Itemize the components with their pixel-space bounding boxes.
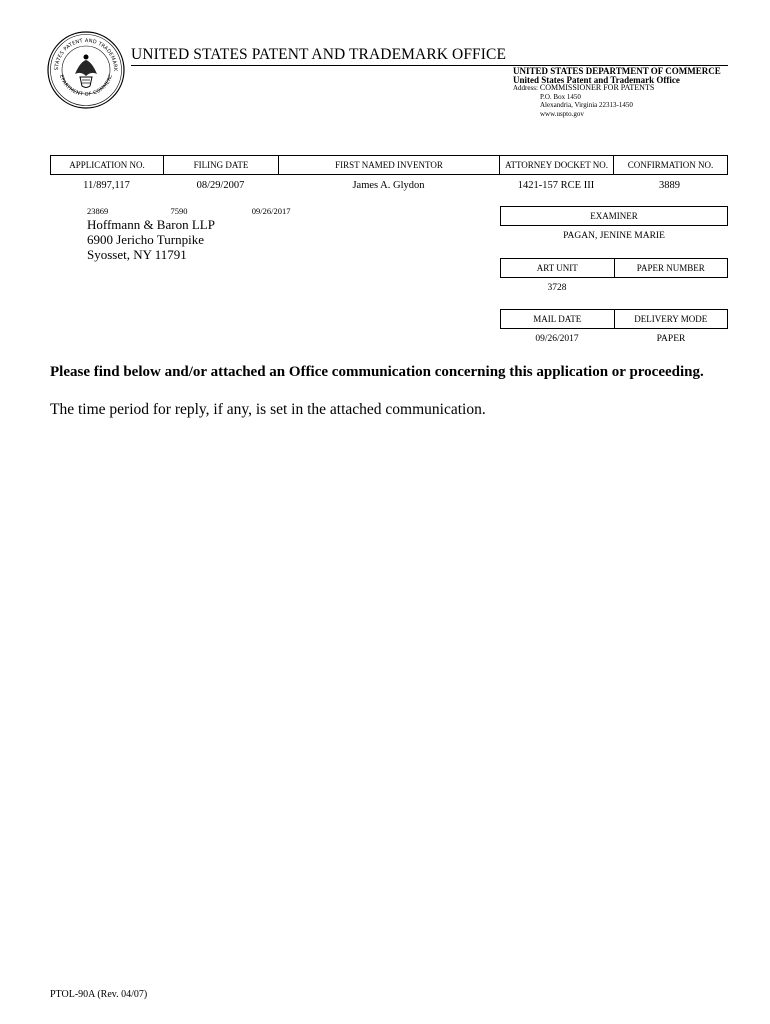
- first-named-inventor-header: FIRST NAMED INVENTOR: [279, 156, 500, 174]
- art-unit-value-row: [500, 283, 728, 293]
- seal-text-top: STATES PATENT AND TRADEMARK: [53, 37, 119, 72]
- correspondence-date: 09/26/2017: [251, 206, 291, 216]
- correspondence-code: 7590: [170, 206, 188, 216]
- application-no-header: APPLICATION NO.: [51, 156, 164, 174]
- art-unit-paper-number-header: [500, 258, 728, 278]
- customer-number: 23869: [87, 206, 109, 216]
- agency-title: UNITED STATES PATENT AND TRADEMARK OFFICE: [131, 46, 507, 63]
- confirmation-no-header: CONFIRMATION NO.: [627, 160, 714, 170]
- addressee-name: Hoffmann & Baron LLP: [87, 217, 215, 232]
- address-line-2: P.O. Box 1450: [540, 92, 581, 101]
- art-unit-header: ART UNIT: [501, 259, 615, 277]
- address-line-1: COMMISSIONER FOR PATENTS: [539, 83, 655, 92]
- address-line-4: www.uspto.gov: [540, 109, 584, 118]
- addressee-street: 6900 Jericho Turnpike: [87, 232, 204, 247]
- mail-date-delivery-mode-header: [500, 309, 728, 329]
- application-no-value: 11/897,117: [83, 180, 130, 191]
- application-info-table-header: [50, 155, 728, 175]
- mail-date-value-row: [500, 334, 728, 344]
- mail-date-header: MAIL DATE: [501, 310, 615, 328]
- seal-text-bottom: EPARTMENT OF COMMERC: [57, 73, 115, 98]
- application-info-table-values: [50, 180, 728, 191]
- attorney-docket-no-header: ATTORNEY DOCKET NO.: [500, 156, 614, 174]
- confirmation-no-value: 3889: [659, 180, 680, 191]
- delivery-mode-value: PAPER: [656, 334, 686, 344]
- filing-date-value: 08/29/2007: [196, 180, 245, 191]
- address-label: Address:: [513, 84, 538, 92]
- mail-date-value: 09/26/2017: [535, 334, 579, 344]
- filing-date-header: FILING DATE: [164, 156, 279, 174]
- department-name: UNITED STATES DEPARTMENT OF COMMERCE: [513, 66, 721, 76]
- delivery-mode-header: DELIVERY MODE: [634, 314, 708, 324]
- office-communication-notice: Please find below and/or attached an Office communication concerning this application or proceeding.: [50, 364, 704, 380]
- examiner-name: PAGAN, JENINE MARIE: [563, 231, 665, 241]
- correspondence-codes: [87, 206, 290, 216]
- reply-period-notice: The time period for reply, if any, is set in the attached communication.: [50, 401, 486, 418]
- department-address-block: [513, 67, 721, 118]
- correspondence-address: [87, 217, 215, 262]
- uspto-seal: [46, 30, 126, 110]
- form-identifier: PTOL-90A (Rev. 04/07): [50, 989, 148, 1000]
- first-named-inventor-value: James A. Glydon: [352, 180, 425, 191]
- attorney-docket-no-value: 1421-157 RCE III: [517, 180, 595, 191]
- paper-number-value: [614, 283, 728, 293]
- office-name: United States Patent and Trademark Office: [513, 74, 680, 85]
- paper-number-header: PAPER NUMBER: [636, 263, 705, 273]
- art-unit-value: 3728: [547, 283, 567, 293]
- examiner-header: EXAMINER: [500, 206, 728, 226]
- addressee-city: Syosset, NY 11791: [87, 247, 187, 262]
- examiner-value-row: [500, 231, 728, 241]
- address-line-3: Alexandria, Virginia 22313-1450: [540, 101, 633, 109]
